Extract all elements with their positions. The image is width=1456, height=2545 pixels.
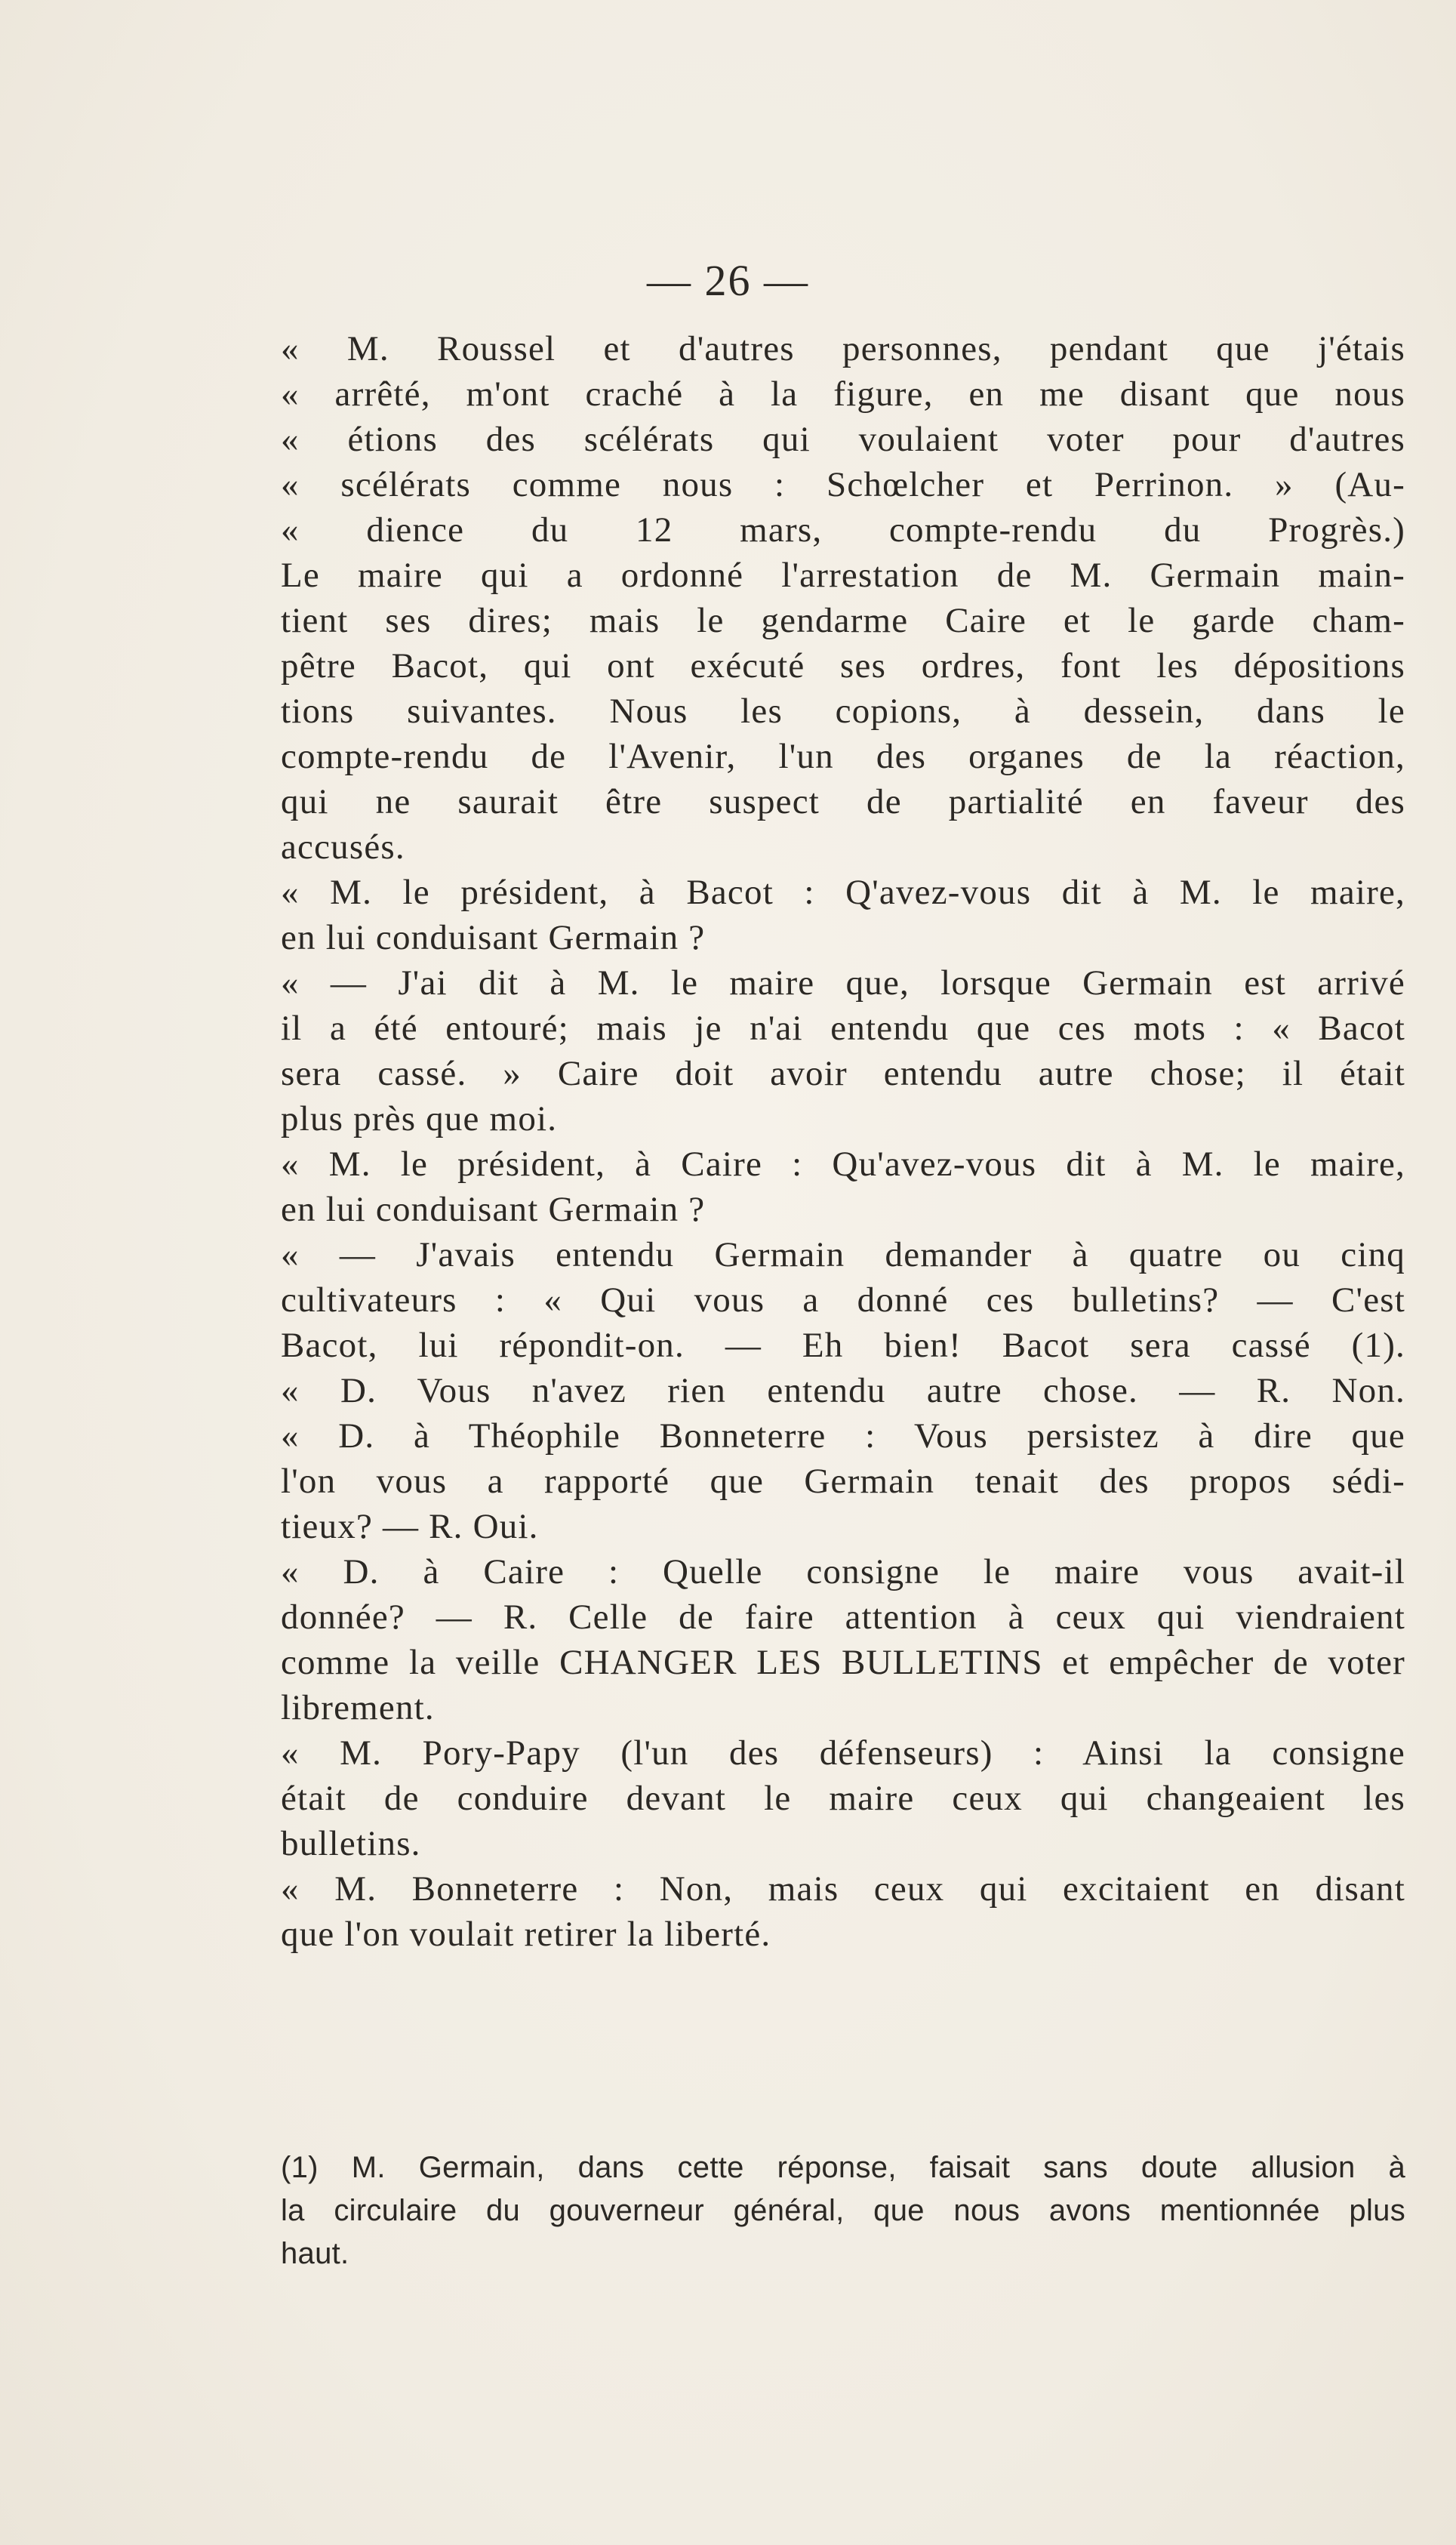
text-line: « scélérats comme nous : Schœlcher et Perrinon. » (Au- <box>281 465 1405 504</box>
text-line: « arrêté, m'ont craché à la figure, en me disant que nous <box>281 374 1405 414</box>
footnote <box>281 2146 1405 2275</box>
text-line: l'on vous a rapporté que Germain tenait des propos sédi- <box>281 1462 1405 1501</box>
text-line: « D. Vous n'avez rien entendu autre chose. — R. Non. <box>281 1371 1405 1410</box>
text-line: tions suivantes. Nous les copions, à dessein, dans le <box>281 692 1405 731</box>
text-line: bulletins. <box>281 1824 421 1863</box>
text-line: en lui conduisant Germain ? <box>281 918 706 957</box>
body-text <box>281 326 1405 1957</box>
text-line: sera cassé. » Caire doit avoir entendu autre chose; il était <box>281 1054 1405 1093</box>
text-line: accusés. <box>281 827 405 867</box>
text-line: donnée? — R. Celle de faire attention à ceux qui viendraient <box>281 1598 1405 1637</box>
text-line: pêtre Bacot, qui ont exécuté ses ordres, font les dépositions <box>281 646 1405 686</box>
text-line: « — J'ai dit à M. le maire que, lorsque Germain est arrivé <box>281 963 1405 1003</box>
text-line: Bacot, lui répondit-on. — Eh bien! Bacot sera cassé (1). <box>281 1326 1405 1365</box>
text-line: était de conduire devant le maire ceux qui changeaient les <box>281 1779 1405 1818</box>
text-line: tient ses dires; mais le gendarme Caire et le garde cham- <box>281 601 1405 640</box>
text-line: « M. Roussel et d'autres personnes, pendant que j'étais <box>281 329 1405 368</box>
text-line: librement. <box>281 1688 435 1727</box>
text-line: compte-rendu de l'Avenir, l'un des organes de la réaction, <box>281 737 1405 776</box>
text-line: « étions des scélérats qui voulaient voter pour d'autres <box>281 420 1405 459</box>
text-line: « M. le président, à Caire : Qu'avez-vous dit à M. le maire, <box>281 1145 1405 1184</box>
text-line: « — J'avais entendu Germain demander à quatre ou cinq <box>281 1235 1405 1274</box>
text-line: « dience du 12 mars, compte-rendu du Progrès.) <box>281 510 1405 550</box>
page-number: — 26 — <box>647 256 809 305</box>
text-line: en lui conduisant Germain ? <box>281 1190 706 1229</box>
text-line: « D. à Théophile Bonneterre : Vous persistez à dire que <box>281 1416 1405 1456</box>
text-line: « D. à Caire : Quelle consigne le maire vous avait-il <box>281 1552 1405 1591</box>
text-line: qui ne saurait être suspect de partialité en faveur des <box>281 782 1405 821</box>
text-line: plus près que moi. <box>281 1099 558 1138</box>
footnote-line: la circulaire du gouverneur général, que nous avons mentionnée plus <box>281 2194 1405 2227</box>
footnote-line: (1) M. Germain, dans cette réponse, faisait sans doute allusion à <box>281 2151 1405 2184</box>
footnote-line: haut. <box>281 2237 349 2270</box>
text-line: « M. le président, à Bacot : Q'avez-vous dit à M. le maire, <box>281 873 1405 912</box>
text-line: cultivateurs : « Qui vous a donné ces bulletins? — C'est <box>281 1280 1405 1320</box>
text-line: il a été entouré; mais je n'ai entendu que ces mots : « Bacot <box>281 1009 1405 1048</box>
text-line: que l'on voulait retirer la liberté. <box>281 1915 771 1954</box>
text-line: tieux? — R. Oui. <box>281 1507 539 1546</box>
text-line: comme la veille CHANGER LES BULLETINS et empêcher de voter <box>281 1643 1405 1682</box>
text-line: Le maire qui a ordonné l'arrestation de M. Germain main- <box>281 556 1405 595</box>
text-line: « M. Pory-Papy (l'un des défenseurs) : Ainsi la consigne <box>281 1733 1405 1773</box>
text-line: « M. Bonneterre : Non, mais ceux qui excitaient en disant <box>281 1869 1405 1909</box>
